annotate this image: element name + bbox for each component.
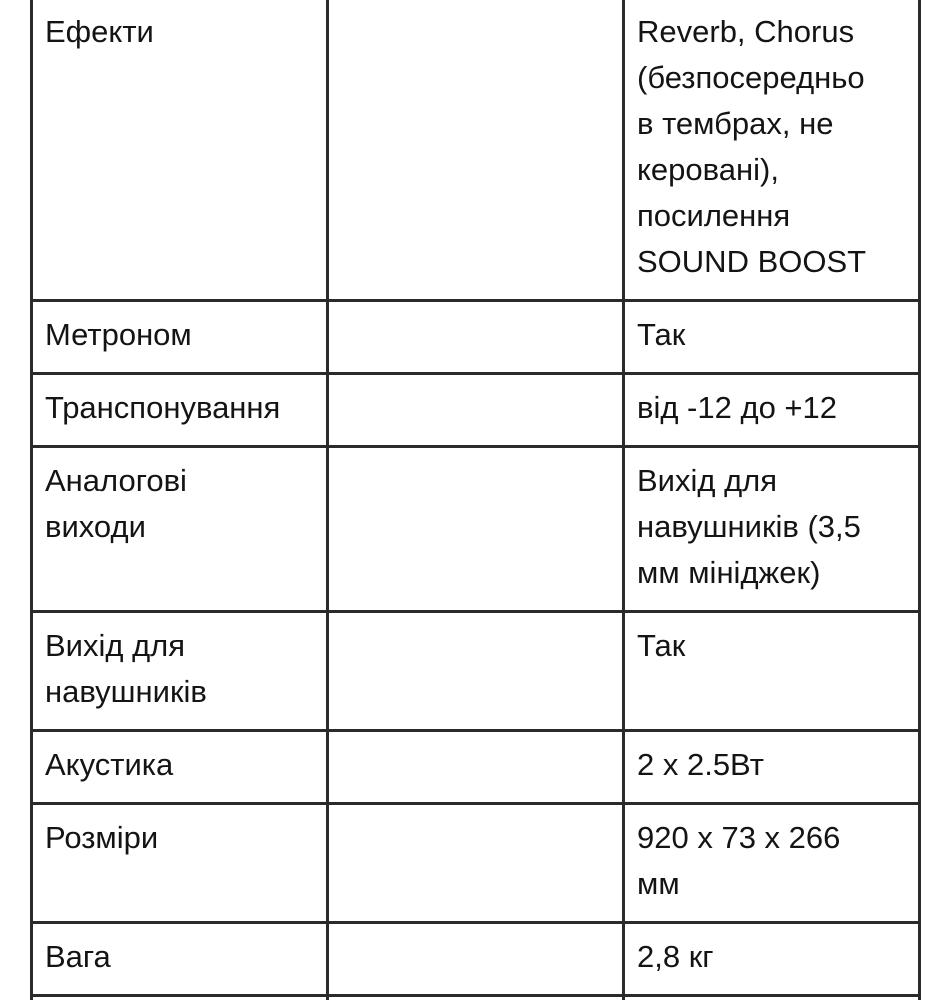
- spec-label-cell: [32, 731, 328, 804]
- spec-value-line: від -12 до +12: [637, 390, 838, 425]
- table-row: [32, 447, 920, 612]
- table-row: [32, 996, 920, 1000]
- empty-cell: [328, 804, 624, 923]
- spec-value-line: 2,8 кг: [637, 939, 714, 974]
- spec-value-cell: [624, 804, 920, 923]
- spec-label-line: Метроном: [45, 317, 192, 352]
- spec-label-line: Акустика: [45, 747, 174, 782]
- spec-value-line: 920 x 73 x 266: [637, 820, 841, 855]
- spec-label-line: навушників: [45, 674, 207, 709]
- spec-value-line: в тембрах, не: [637, 106, 834, 141]
- spec-label-line: Вихід для: [45, 628, 186, 663]
- empty-cell: [328, 0, 624, 301]
- spec-value-cell: [624, 612, 920, 731]
- spec-value-cell: [624, 374, 920, 447]
- specifications-table: [30, 0, 921, 1000]
- spec-label-cell: [32, 804, 328, 923]
- spec-label-line: Розміри: [45, 820, 159, 855]
- spec-label-cell: [32, 374, 328, 447]
- spec-label-cell: [32, 996, 328, 1000]
- spec-label-line: Ефекти: [45, 14, 154, 49]
- spec-value-cell: [624, 923, 920, 996]
- spec-label-line: Транспонування: [45, 390, 281, 425]
- empty-cell: [328, 731, 624, 804]
- empty-cell: [328, 301, 624, 374]
- spec-label-line: виходи: [45, 509, 146, 544]
- table-row: [32, 301, 920, 374]
- table-row: [32, 731, 920, 804]
- spec-value-line: посилення: [637, 198, 791, 233]
- spec-value-line: Вихід для: [637, 463, 778, 498]
- spec-value-line: мм мініджек): [637, 555, 821, 590]
- spec-label-cell: [32, 612, 328, 731]
- table-row: [32, 923, 920, 996]
- spec-value-line: SOUND BOOST: [637, 244, 867, 279]
- spec-value-line: керовані),: [637, 152, 779, 187]
- empty-cell: [328, 612, 624, 731]
- empty-cell: [328, 923, 624, 996]
- spec-label-cell: [32, 923, 328, 996]
- spec-value-line: мм: [637, 866, 680, 901]
- table-row: [32, 374, 920, 447]
- spec-value-line: навушників (3,5: [637, 509, 861, 544]
- empty-cell: [328, 447, 624, 612]
- table-row: [32, 0, 920, 301]
- specifications-table-body: [32, 0, 920, 1000]
- spec-value-cell: [624, 996, 920, 1000]
- spec-value-cell: [624, 447, 920, 612]
- spec-label-line: Вага: [45, 939, 111, 974]
- spec-label-cell: [32, 301, 328, 374]
- spec-label-line: Аналогові: [45, 463, 187, 498]
- spec-label-cell: [32, 447, 328, 612]
- spec-value-line: 2 x 2.5Вт: [637, 747, 764, 782]
- spec-value-line: Reverb, Chorus: [637, 14, 855, 49]
- empty-cell: [328, 374, 624, 447]
- spec-value-line: Так: [637, 628, 686, 663]
- spec-value-line: Так: [637, 317, 686, 352]
- spec-label-cell: [32, 0, 328, 301]
- table-row: [32, 612, 920, 731]
- spec-value-cell: [624, 0, 920, 301]
- empty-cell: [328, 996, 624, 1000]
- table-row: [32, 804, 920, 923]
- spec-value-cell: [624, 731, 920, 804]
- spec-value-line: (безпосередньо: [637, 60, 865, 95]
- spec-value-cell: [624, 301, 920, 374]
